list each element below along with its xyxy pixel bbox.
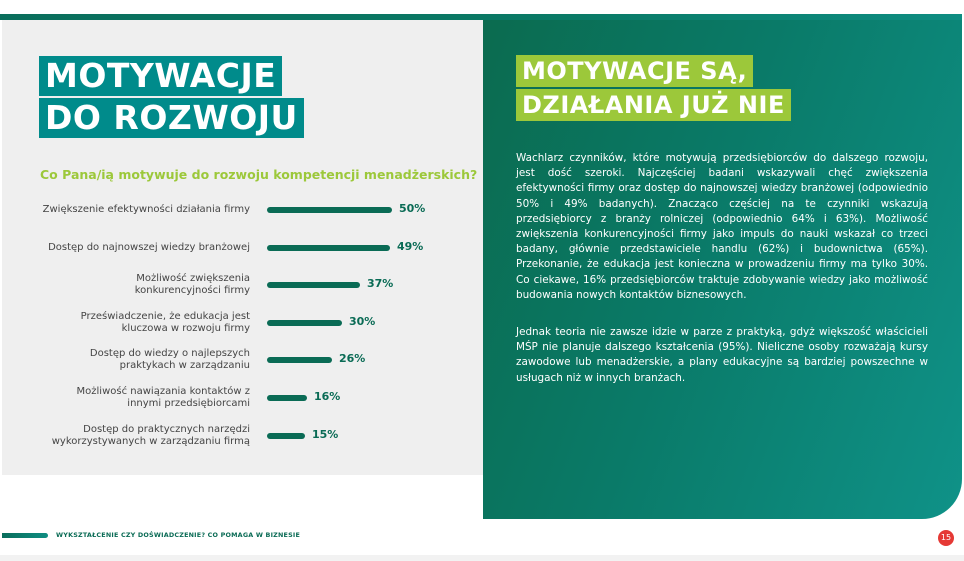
chart-row: [40, 306, 460, 340]
chart-row: [40, 193, 460, 227]
bar-label: [40, 231, 250, 265]
chart-row: [40, 268, 460, 302]
bar: [267, 433, 305, 439]
bar-label: [40, 268, 250, 302]
bar: [267, 207, 392, 213]
section-title-line1: MOTYWACJE: [39, 56, 282, 96]
bar-label-text: Dostęp do najnowszej wiedzy branżowej: [48, 241, 250, 253]
chart-row: [40, 419, 460, 453]
chart-row: [40, 381, 460, 415]
bar-label-text: Możliwość nawiązania kontaktów z innymi przedsiębiorcami: [76, 386, 250, 409]
bar-label: [40, 306, 250, 340]
bar-label-text: Możliwość zwiększenia konkurencyjności firmy: [134, 273, 250, 297]
right-title-line2: DZIAŁANIA JUŻ NIE: [516, 89, 791, 121]
bar-value-label: 30%: [349, 314, 376, 328]
bar-value-label: 50%: [399, 202, 426, 215]
body-paragraph-1: Wachlarz czynników, które motywują przedsiębiorców do dalszego rozwoju, jest dość szeroki. Najczęściej badani wskazywali chęć zwiększenia efektywności firmy oraz dostęp do najnowszej wiedzy branżowej (odpowiednio 50% i 49% badanych). Znacząco częściej na te czynniki wskazują przedsiębiorcy z branży rolniczej (odpowiednio 64% i 63%). Możliwość zwiększenia konkurencyjności firmy jako impuls do nauki wskazał co trzeci badany, głównie przedstawiciele handlu (62%) i budownictwa (65%). Przekonanie, że edukacja jest konieczna w prowadzeniu firmy ma tylko 30%. Co ciekawe, 16% przedsiębiorców traktuje zdobywanie wiedzy jako możliwość budowania nowych kontaktów biznesowych.: [516, 152, 928, 301]
bar: [267, 282, 360, 288]
bar-label-text: Dostęp do praktycznych narzędzi wykorzystywanych w zarządzaniu firmą: [51, 423, 250, 447]
chart-row: [40, 343, 460, 377]
right-title-line1: MOTYWACJE SĄ,: [516, 55, 753, 87]
bar-label: [40, 419, 250, 453]
bar-value-label: 26%: [339, 352, 366, 366]
bar-value-label: 49%: [397, 239, 424, 253]
bar-label: [40, 381, 250, 415]
bar-value-label: 37%: [367, 277, 394, 291]
bar-label: [40, 343, 250, 377]
page-number-badge: 15: [938, 530, 954, 546]
bar: [267, 320, 342, 326]
chart-question: Co Pana/ią motywuje do rozwoju kompetencji menadżerskich?: [40, 167, 478, 182]
bar-label-text: Przeświadczenie, że edukacja jest kluczowa w rozwoju firmy: [80, 310, 250, 334]
footer-title: WYKSZTAŁCENIE CZY DOŚWIADCZENIE? CO POMAGA W BIZNESIE: [56, 531, 301, 539]
body-paragraph-2: Jednak teoria nie zawsze idzie w parze z praktyką, gdyż większość właścicieli MŚP nie planuje dalszego kształcenia (95%). Nieliczne osoby rozważają kursy zawodowe lub menadżerskie, a plany edukacyjne są bardziej powszechne w usługach niż w innych branżach.: [516, 326, 928, 384]
bar: [267, 357, 332, 363]
footer-accent-line: [2, 533, 48, 538]
bar-label: [40, 193, 250, 227]
bar: [267, 245, 390, 251]
bar-value-label: 16%: [314, 390, 341, 403]
bar-label-text: Dostęp do wiedzy o najlepszych praktykach w zarządzaniu: [89, 348, 250, 372]
section-title-line2: DO ROZWOJU: [39, 98, 304, 138]
bar: [267, 395, 307, 401]
bar-value-label: 15%: [312, 427, 339, 441]
bar-label-text: Zwiększenie efektywności działania firmy: [42, 204, 250, 215]
bottom-strip: [0, 555, 964, 561]
chart-row: [40, 231, 460, 265]
